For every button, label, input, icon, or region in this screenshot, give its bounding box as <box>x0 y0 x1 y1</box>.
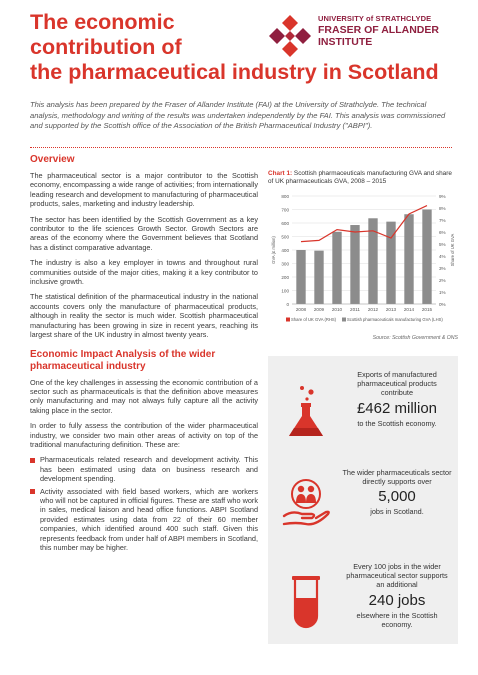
chart <box>268 192 458 334</box>
y-right-tick-label: 2% <box>439 277 446 283</box>
divider <box>30 147 452 148</box>
y-right-tick-label: 4% <box>439 253 446 259</box>
title-line: The economic <box>30 10 175 34</box>
bullet-text: Pharmaceuticals related research and development activity. This has been estimated using data on business research and development spending. <box>40 455 258 484</box>
x-tick-label: 2013 <box>385 307 397 312</box>
paragraph: One of the key challenges in assessing the economic contribution of a sector such as pharmaceuticals is that the definition above measures only manufacturing and may not always fully capture all the activity taking place in the sector. <box>30 377 258 415</box>
chart-bar <box>350 225 359 304</box>
chart-title-text: Scottish pharmaceuticals manufacturing GVA and share of UK pharmaceuticals GVA, 2008 – 2015 <box>268 170 452 185</box>
chart-bar <box>404 214 413 304</box>
stat-post: to the Scottish economy. <box>357 418 437 428</box>
x-tick-label: 2009 <box>313 307 325 312</box>
y-tick-label: 0 <box>286 301 289 307</box>
x-tick-label: 2015 <box>421 307 433 312</box>
intro-text: This analysis has been prepared by the Fraser of Allander Institute (FAI) at the University of Strathclyde. The technical analysis, methodology and writing of the results was undertaken independently by the FAI. This analysis was commissioned and supported by the Scottish office of the Association of the British Pharmaceutical Industry ("ABPI"). <box>30 100 446 131</box>
paragraph: The sector has been identified by the Scottish Government as a key contributor to the life sciences Growth Sector. Growth Sectors are areas of the economy where the Government believes that Scotland has a distinct comparative advantage. <box>30 214 258 252</box>
x-tick-label: 2008 <box>295 307 307 312</box>
y-right-axis-label: Share of UK GVA <box>450 233 455 267</box>
impact-heading <box>30 349 258 373</box>
stat-text <box>342 562 452 629</box>
legend-label: Scottish pharmaceuticals manufacturing GVA (LHS) <box>347 317 443 322</box>
list-item <box>30 487 258 553</box>
y-tick-label: 200 <box>281 274 289 280</box>
y-tick-label: 700 <box>281 207 289 213</box>
chart-block <box>268 170 458 341</box>
y-tick-label: 500 <box>281 234 289 240</box>
bullet-text: Activity associated with field based workers, which are workers who will not be captured in official figures. These are staff who work in sales, medical liaison and head office functions. ABPI Scotland provided estimates using data from 22 of their 60 member companies, which identified around 400 such staff. Given this represents feedback from under half of ABPI members in Scotland, this number may be higher. <box>40 486 258 552</box>
impact-heading-line: pharmaceutical industry <box>30 360 146 372</box>
stat-post: jobs in Scotland. <box>370 507 424 517</box>
stat-value: £462 million <box>356 399 438 417</box>
institute-logo <box>268 12 468 70</box>
y-tick-label: 100 <box>281 288 289 294</box>
bullet-list <box>30 455 258 552</box>
stats-panel <box>268 356 458 644</box>
y-right-tick-label: 9% <box>439 193 446 199</box>
bullet-square-icon <box>30 489 35 494</box>
paragraph: The pharmaceutical sector is a major contributor to the Scottish economy, encompassing a wide range of activities; from internationally leading research and development to manufacturing of pharmaceutical products, sales, marketing and industry leadership. <box>30 171 258 209</box>
paragraph: The industry is also a key employer in towns and throughout rural communities outside of the major cities, making it a key contributor to inclusive growth. <box>30 258 258 287</box>
title-line: the pharmaceutical industry in Scotland <box>30 60 439 84</box>
institute-name <box>318 25 439 48</box>
x-tick-label: 2012 <box>367 307 379 312</box>
y-axis-label: GVA (£ million) <box>271 236 276 264</box>
x-tick-label: 2010 <box>331 307 343 312</box>
paragraph: In order to fully assess the contribution of the wider pharmaceutical industry, we consider two main other areas of activity on top of the traditional manufacturing definition. These are: <box>30 421 258 449</box>
y-right-tick-label: 3% <box>439 265 446 271</box>
y-right-tick-label: 7% <box>439 217 446 223</box>
list-item <box>30 455 258 483</box>
chart-source: Source: Scottish Government & ONS <box>372 335 458 341</box>
main-column <box>30 152 258 555</box>
chart-bar <box>332 232 341 304</box>
legend-swatch <box>342 318 346 322</box>
y-right-tick-label: 8% <box>439 205 446 211</box>
overview-heading: Overview <box>30 154 75 165</box>
y-right-tick-label: 5% <box>439 241 446 247</box>
stat-pre: The wider pharmaceuticals sector directly supports over <box>342 468 452 487</box>
stat-text <box>342 370 452 428</box>
x-tick-label: 2014 <box>403 307 415 312</box>
chart-title <box>268 170 458 186</box>
flask-icon <box>278 384 334 440</box>
legend-label: Share of UK GVA (RHS) <box>291 317 337 322</box>
y-right-tick-label: 6% <box>439 229 446 235</box>
bullet-square-icon <box>30 458 35 463</box>
hand-people-icon <box>278 476 334 532</box>
chart-bar <box>314 251 323 304</box>
impact-heading-line: Economic Impact Analysis of the wider <box>30 348 216 360</box>
stat-text <box>342 468 452 517</box>
y-tick-label: 400 <box>281 247 289 253</box>
institute-name-line: FRASER OF ALLANDER <box>318 24 439 36</box>
stat-pre: Exports of manufactured pharmaceutical products contribute <box>357 370 437 398</box>
test-tube-icon <box>278 574 334 630</box>
chart-title-lead: Chart 1: <box>268 170 293 177</box>
chart-bar <box>296 250 305 304</box>
stat-pre: Every 100 jobs in the wider pharmaceutical sector supports an additional <box>346 562 448 590</box>
y-tick-label: 800 <box>281 193 289 199</box>
y-tick-label: 600 <box>281 220 289 226</box>
paragraph: The statistical definition of the pharmaceutical industry in the national accounts covers only the manufacture of pharmaceutical products, although in reality the sector is much wider. Scottish pharmaceutical manufacturing has been growing in size in recent years, reaching its largest share of the UK industry in almost twenty years. <box>30 292 258 340</box>
y-right-tick-label: 0% <box>439 301 446 307</box>
institute-name-line: INSTITUTE <box>318 35 373 48</box>
strathclyde-logo-mark-icon <box>268 14 312 58</box>
y-right-tick-label: 1% <box>439 289 446 295</box>
title-line: contribution of <box>30 35 182 59</box>
stat-post: elsewhere in the Scottish economy. <box>356 610 438 629</box>
legend-swatch <box>286 318 290 322</box>
university-name: UNIVERSITY of STRATHCLYDE <box>318 14 432 23</box>
stat-value: 5,000 <box>378 488 416 506</box>
x-tick-label: 2011 <box>350 307 360 312</box>
y-tick-label: 300 <box>281 261 289 267</box>
stat-value: 240 jobs <box>368 591 426 609</box>
chart-bar <box>422 210 431 305</box>
